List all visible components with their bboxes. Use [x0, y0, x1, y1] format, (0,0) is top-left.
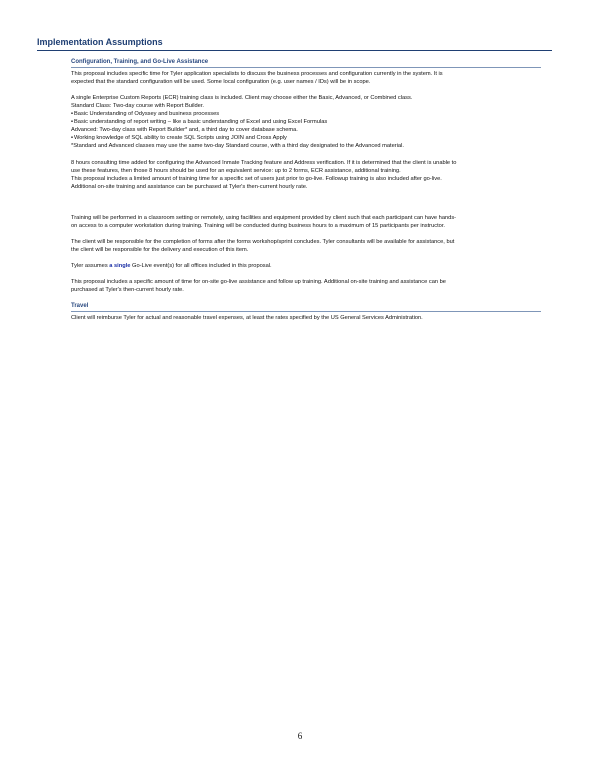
training-location-paragraph [71, 214, 541, 230]
text-line: use these features, then those 8 hours should be used for an equivalent service: up to 2 forms, ECR assistance, additional training. [71, 168, 401, 174]
subsection-title-configuration: Configuration, Training, and Go-Live Assistance [71, 58, 541, 68]
text-line: on access to a computer workstation during training. Training will be conducted during business hours to a maximum of 15 participants per instructor. [71, 223, 445, 229]
ecr-training-paragraph [71, 94, 541, 150]
go-live-assistance-paragraph [71, 278, 541, 294]
bullet-item: •Working knowledge of SQL ability to create SQL Scripts using JOIN and Cross Apply [71, 135, 287, 141]
go-live-paragraph [71, 262, 541, 270]
config-paragraph-1 [71, 70, 541, 86]
bullet-icon: • [71, 135, 73, 141]
text-line: Additional on-site training and assistance can be purchased at Tyler's then-current hourly rate. [71, 184, 308, 190]
text-line: Standard Class: Two-day course with Report Builder. [71, 103, 204, 109]
bullet-icon: • [71, 111, 73, 117]
text-line: Client will reimburse Tyler for actual and reasonable travel expenses, at least the rates specified by the US General Services Administration. [71, 315, 423, 321]
text-line: The client will be responsible for the completion of forms after the forms workshop/sprint concludes. Tyler consultants will be available for assistance, but [71, 239, 455, 245]
page-number: 6 [297, 731, 303, 741]
section-title-implementation-assumptions: Implementation Assumptions [37, 37, 552, 51]
document-body [71, 58, 541, 322]
text-line: *Standard and Advanced classes may use the same two-day Standard course, with a third day designated to the Advanced material. [71, 143, 404, 149]
text-line: A single Enterprise Custom Reports (ECR) training class is included. Client may choose either the Basic, Advanced, or Combined class. [71, 95, 413, 101]
forms-responsibility-paragraph [71, 238, 541, 254]
subsection-title-travel: Travel [71, 302, 541, 312]
text-line: Advanced: Two-day class with Report Builder* and, a third day to cover database schema. [71, 127, 298, 133]
text-line: This proposal includes a limited amount of training time for a specific set of users just prior to go-live. Followup training is also included after go-live. [71, 176, 442, 182]
bullet-item: •Basic understanding of report writing – like a basic understanding of Excel and using Excel Formulas [71, 119, 328, 125]
text-line: This proposal includes a specific amount of time for on-site go-live assistance and follow up training. Additional on-site training and assistance can be [71, 279, 446, 285]
bullet-item: •Basic Understanding of Odyssey and business processes [71, 111, 220, 117]
text-line: the client will be responsible for the delivery and execution of this item. [71, 247, 249, 253]
text-line: expected that the standard configuration will be used. Some local configuration (e.g. user names / IDs) will be in scope. [71, 79, 371, 85]
text-line: Tyler assumes a single Go-Live event(s) for all offices included in this proposal. [71, 263, 272, 269]
bullet-icon: • [71, 119, 73, 125]
text-line: This proposal includes specific time for Tyler application specialists to discuss the business processes and configuration currently in the system. It is [71, 71, 443, 77]
consulting-time-paragraph [71, 159, 541, 191]
text-line: 8 hours consulting time added for configuring the Advanced Inmate Tracking feature and Address verification. If it is determined that the client is unable to [71, 160, 457, 166]
text-line: Training will be performed in a classroom setting or remotely, using facilities and equipment provided by client such that each participant can have hands- [71, 215, 457, 221]
travel-paragraph [71, 314, 541, 322]
emphasis-text: a single [109, 263, 131, 269]
text-line: purchased at Tyler's then-current hourly rate. [71, 287, 184, 293]
